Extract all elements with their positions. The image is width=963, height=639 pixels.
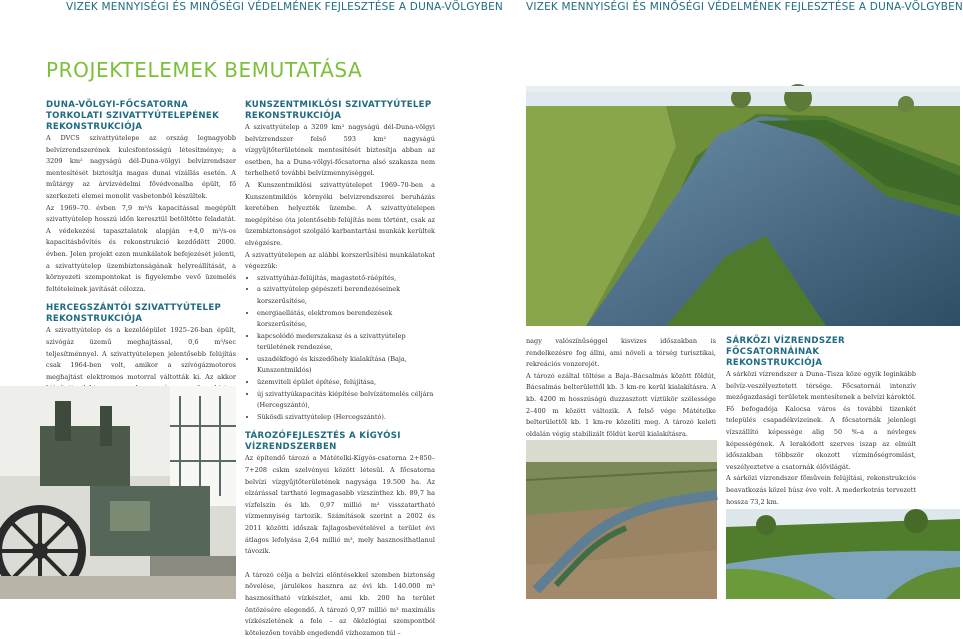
paragraph: nagy valószínűséggel kisvizes időszakban is rendelkezésre fog állni, ami növeli a térség turisztikai, rekreációs vonzerejét. [526, 337, 716, 369]
list-item: • energiaellátás, elektromos berendezések korszerűsítése, [257, 308, 435, 331]
paragraph: Az építendő tározó a Mátételki-Kígyós-csatorna 2+850–7+208 cskm szelvényei között létesül. A főcsatorna belvízi vízgyűjtőterületének nagysága 19.500 ha. Az elzárással tartható legmagasabb vízszinthez kb. 89,7 ha vízfelszín és kb. 0,97 millió m³ visszatartható vízmennyiség tartozik. Számítások szerint a 2002 és 2011 közötti időszak fajlagosbevételével a terület évi átlagos lefolyása 2,64 millió m³, mely hasznosíthatlanul távozik. [245, 454, 435, 556]
column-1 [46, 100, 236, 390]
paragraph: A szivattyútelep és a kezelőépület 1925–26-ban épült, szivógáz üzemű meghajtással, 0,6 m³/sec teljesítménnyel. A szivattyútelepen jelentősebb felújítás csak 1964-ben volt, amikor a szívógázmotoros meghajtást elektromos motorral váltották ki. Az akkor [46, 326, 236, 381]
section-title-duna-volgyi: DUNA-VÖLGYI-FŐCSATORNA TORKOLATI SZIVATTYÚTELEPÉNEK REKONSTRUKCIÓJA [46, 100, 220, 132]
column-2 [245, 100, 435, 637]
section-title-kigyosi: TÁROZÓFEJLESZTÉS A KÍGYÓSI VÍZRENDSZERBEN [245, 431, 401, 453]
river-photo [726, 509, 960, 599]
aerial-reservoir-photo [526, 440, 717, 599]
list-item: • a szivattyútelep gépészeti berendezéseinek korszerűsítése, [257, 284, 435, 307]
list-item: • új szivattyúkapacitás kiépítése belvízátemelés céljára (Hercegszántó), [257, 389, 435, 412]
list-item: • Sükösdi szivattyútelep (Hercegszántó). [257, 412, 435, 424]
list-item: • szivattyúház-felújítás, magastető-ráépítés, [257, 273, 435, 285]
paragraph: A szivattyútelep a 3209 km² nagyságú dél-Duna-völgyi belvízrendszer felső 593 km² nagyságú vízgyűjtőterületének mentesítését biztosítja abban az esetben, ha a Duna-völgyi-főcsatorna alsó szakasza nem terhelhető további belvízmennyiséggel. [245, 123, 435, 178]
running-head-right: VIZEK MENNYISÉGI ÉS MINŐSÉGI VÉDELMÉNEK FEJLESZTÉSE A DUNA-VÖLGYBEN [526, 1, 963, 13]
paragraph: A sárközi vízrendszer a Duna–Tisza köze egyik leginkább belvíz-veszélyeztetett térsége. Főcsatornái intenzív mezőgazdasági területek mentesítenek a belvízi károktól. Fő befogadója Kalocsa város és további tizenkét település csapadékvizeinek. A főcsatornák jelenlegi vízszállító képessége alig 50 %-a a névleges képességének. A lerakódott szerves iszap az elmúlt időszakban többször okozott vízminőségromlást, veszélyeztetve a csatornák élővilágát. [726, 370, 916, 471]
paragraph: Az 1969–70. évben 7,9 m³/s kapacitással megépült szivattyútelep hosszú időn keresztül betöltötte feladatát. A védekezési tapasztalatok alapján +4,0 m³/s-os kapacitásbővítés és rekonstrukció kezdődött 2000. évben. Jelen projekt ezen munkálatok befejezését jelenti, a szivattyútelep üzembiztonságának helyreállítását, a környezeti szempontokat is figyelembe vevő üzemelés feltételeinek javítását célozza. [46, 203, 236, 293]
canal-reeds-photo [526, 86, 960, 326]
pump-machinery-photo [0, 386, 236, 599]
paragraph: A DVCS szivattyútelepe az ország legnagyobb belvízrendszerének kulcsfontosságú létesítménye; a 3209 km² nagyságú dél-Duna-völgyi belvízrendszer mentesítését biztosítja magas dunai vízállás esetén. A műtárgy az árvízvédelmi fővédvonalba épült, fő szerkezeti elemei monolit vasbetonból készültek. [46, 134, 236, 200]
paragraph: A szivattyútelepen az alábbi korszerűsítési munkálatokat végezzük: [245, 250, 435, 271]
column-3 [526, 336, 716, 436]
paragraph: A Kunszentmiklósi szivattyútelepet 1969–70-ben a Kunszentmiklós környéki belvizrendszerei beruházás keretében helyezték üzembe. A szivattyútelepen megépítése óta jelentősebb felújítás nem történt, csak az üzembiztonságot szolgáló karbantartási munkák kerültek elvégzésre. [245, 180, 435, 247]
running-head-left: VIZEK MENNYISÉGI ÉS MINŐSÉGI VÉDELMÉNEK FEJLESZTÉSE A DUNA-VÖLGYBEN [66, 1, 503, 13]
paragraph: A tározó célja a belvízi elöntésekkel szemben biztonság növelése, járulékos hasznra az évi kb. 140.000 m³ hasznosítható vízkészlet, ami kb. 200 ha terület öntözésére elegendő. A tározó 0,97 millió m³ maximális vízkészletének a fele – az öközlógiai szempontból kötelezően tovább engedendő vízhozamon túl – [245, 570, 435, 637]
section-title-hercegszanto: HERCEGSZÁNTÓI SZIVATTYÚTELEP REKONSTRUKCIÓJA [46, 303, 222, 325]
paragraph: A tározó ezáltal töltése a Baja–Bácsalmás között földút, Bácsalmás belterülettől kb. 3 km-re kerül kialakításra. A kb. 4200 m hosszúságú duzzasztott víztükör szélessége 2–400 m között változik. A felső vége Mátételke belterülettől kb. 1 km-re közelíti meg. A tározó keleti oldalán végig stabilizált földút kerül kialakításra. [526, 371, 716, 438]
list-item: • üzemviteli épület építése, felújítása, [257, 377, 435, 389]
column-4 [726, 336, 916, 506]
paragraph: A sárközi vízrendszer főművein felújítási, rekonstrukciós beavatkozás közel húsz éve volt. A mederkotrás tervezett hossza 73,2 km. [726, 474, 916, 506]
works-list [245, 273, 435, 424]
list-item: • kapcsolódó mederszakasz és a szivattyútelep területének rendezése, [257, 331, 435, 354]
list-item: • uszadékfogó és kiszedőhely kialakítása (Baja, Kunszentmiklós) [257, 354, 435, 377]
section-title-sarkozi: SÁRKÖZI VÍZRENDSZER FŐCSATORNÁINAK REKONSTRUKCIÓJA [726, 336, 845, 368]
page-title: PROJEKTELEMEK BEMUTATÁSA [46, 58, 363, 82]
section-title-kunszentmiklos: KUNSZENTMIKLÓSI SZIVATTYÚTELEP REKONSTRUKCIÓJA [245, 100, 432, 121]
